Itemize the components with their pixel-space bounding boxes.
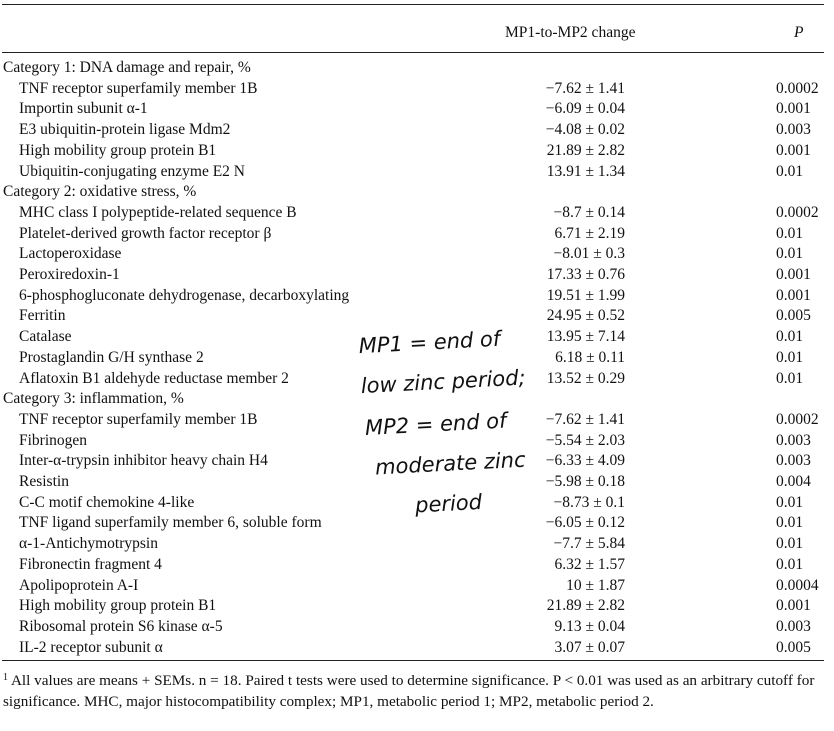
protein-name: IL-2 receptor subunit α — [19, 638, 163, 656]
table-bottom-rule — [2, 660, 824, 661]
protein-name: MHC class I polypeptide-related sequence B — [19, 203, 297, 221]
change-value: 13.95 ± 7.14 — [546, 328, 625, 346]
p-value: 0.01 — [776, 162, 804, 180]
change-value: −8.73 ± 0.1 — [553, 493, 625, 511]
change-value: −6.33 ± 4.09 — [545, 452, 625, 470]
p-value: 0.01 — [776, 555, 804, 573]
protein-name: Fibronectin fragment 4 — [19, 555, 162, 573]
table-row — [0, 306, 834, 327]
change-value: 13.52 ± 0.29 — [546, 369, 625, 387]
table-row — [0, 224, 834, 245]
category-label: Category 1: DNA damage and repair, % — [3, 59, 251, 76]
note-line: MP1 = end of — [358, 326, 501, 359]
p-value: 0.001 — [776, 286, 811, 304]
p-value: 0.01 — [776, 245, 804, 263]
header-bottom-rule — [2, 52, 824, 53]
change-value: −5.54 ± 2.03 — [545, 431, 625, 449]
change-value: −6.05 ± 0.12 — [545, 514, 625, 532]
protein-name: Catalase — [19, 328, 72, 346]
protein-name: C-C motif chemokine 4-like — [19, 493, 195, 511]
column-header-p: P — [794, 24, 804, 41]
category-row — [0, 182, 834, 203]
table-row — [0, 555, 834, 576]
category-label: Category 3: inflammation, % — [3, 390, 184, 408]
table-row — [0, 265, 834, 286]
change-value: 21.89 ± 2.82 — [546, 597, 625, 615]
protein-name: Ribosomal protein S6 kinase α-5 — [19, 617, 223, 635]
change-value: −5.98 ± 0.18 — [545, 473, 625, 490]
change-value: 24.95 ± 0.52 — [546, 307, 625, 325]
p-value: 0.005 — [776, 307, 811, 325]
protein-name: TNF receptor superfamily member 1B — [19, 410, 258, 428]
p-value: 0.0004 — [776, 576, 819, 594]
p-value: 0.004 — [776, 473, 811, 490]
table-row — [0, 576, 834, 597]
protein-name: Apolipoprotein A-I — [19, 576, 139, 594]
p-value: 0.003 — [776, 431, 811, 449]
table-row — [0, 79, 834, 100]
protein-name: Ferritin — [19, 307, 66, 325]
change-value: −8.7 ± 0.14 — [553, 203, 625, 221]
category-row — [0, 58, 834, 79]
p-value: 0.01 — [776, 535, 804, 553]
table-row — [0, 617, 834, 638]
p-value: 0.01 — [776, 493, 804, 511]
change-value: 17.33 ± 0.76 — [546, 266, 625, 283]
p-value: 0.0002 — [776, 410, 819, 428]
protein-name: High mobility group protein B1 — [19, 597, 217, 615]
table-row — [0, 141, 834, 162]
change-value: 19.51 ± 1.99 — [546, 286, 625, 304]
change-value: −4.08 ± 0.02 — [545, 121, 625, 139]
protein-name: Peroxiredoxin-1 — [19, 266, 120, 283]
protein-name: TNF ligand superfamily member 6, soluble form — [19, 514, 322, 532]
p-value: 0.0002 — [776, 79, 819, 97]
protein-name: Ubiquitin-conjugating enzyme E2 N — [19, 162, 245, 180]
change-value: 6.71 ± 2.19 — [554, 224, 625, 242]
p-value: 0.01 — [776, 348, 804, 366]
p-value: 0.001 — [776, 141, 811, 159]
protein-name: α-1-Antichymotrypsin — [19, 535, 158, 553]
p-value: 0.01 — [776, 224, 804, 242]
protein-name: 6-phosphogluconate dehydrogenase, decarboxylating — [19, 286, 350, 304]
column-header-change: MP1-to-MP2 change — [505, 24, 636, 41]
change-value: −7.62 ± 1.41 — [545, 79, 625, 97]
change-value: 6.32 ± 1.57 — [554, 555, 625, 573]
category-label: Category 2: oxidative stress, % — [3, 183, 197, 201]
table-footnote — [3, 667, 829, 712]
p-value: 0.001 — [776, 100, 811, 118]
protein-name: TNF receptor superfamily member 1B — [19, 79, 258, 97]
note-line: MP2 = end of — [364, 408, 508, 440]
protein-name: Importin subunit α-1 — [19, 100, 148, 118]
protein-name: Fibrinogen — [19, 431, 88, 449]
protein-name: Platelet-derived growth factor receptor β — [19, 224, 272, 242]
p-value: 0.003 — [776, 121, 811, 139]
table-row — [0, 596, 834, 617]
footnote-text: All values are means + SEMs. n = 18. Paired t tests were used to determine significance. P < 0.01 was used as an arbitrary cutoff for significance. MHC, major histocompatibility complex; MP1, metabolic period 1; MP2, metabolic period 2. — [3, 672, 815, 710]
table-row — [0, 286, 834, 307]
p-value: 0.01 — [776, 514, 804, 532]
table-row — [0, 162, 834, 183]
change-value: −6.09 ± 0.04 — [545, 100, 625, 118]
table-row — [0, 638, 834, 659]
p-value: 0.001 — [776, 266, 811, 283]
change-value: 21.89 ± 2.82 — [546, 141, 625, 159]
table-row — [0, 203, 834, 224]
p-value: 0.0002 — [776, 203, 819, 221]
protein-name: Prostaglandin G/H synthase 2 — [19, 348, 204, 366]
change-value: −7.7 ± 5.84 — [553, 535, 625, 553]
table-top-rule — [2, 4, 824, 5]
table-row — [0, 99, 834, 120]
change-value: −8.01 ± 0.3 — [553, 245, 625, 263]
p-value: 0.003 — [776, 452, 811, 470]
protein-name: Inter-α-trypsin inhibitor heavy chain H4 — [19, 452, 268, 470]
protein-name: High mobility group protein B1 — [19, 141, 217, 159]
protein-name: Aflatoxin B1 aldehyde reductase member 2 — [19, 369, 289, 387]
p-value: 0.001 — [776, 597, 811, 615]
protein-name: Resistin — [19, 473, 69, 490]
protein-name: E3 ubiquitin-protein ligase Mdm2 — [19, 121, 231, 139]
note-line: period — [414, 489, 483, 518]
note-line: moderate zinc — [374, 447, 527, 480]
change-value: 6.18 ± 0.11 — [555, 348, 625, 366]
change-value: 13.91 ± 1.34 — [546, 162, 625, 180]
change-value: 3.07 ± 0.07 — [554, 638, 625, 656]
table-row — [0, 120, 834, 141]
table-row — [0, 534, 834, 555]
footnote-marker: 1 — [3, 672, 8, 683]
p-value: 0.01 — [776, 369, 804, 387]
protein-name: Lactoperoxidase — [19, 245, 122, 263]
p-value: 0.003 — [776, 617, 811, 635]
change-value: 10 ± 1.87 — [566, 576, 625, 594]
change-value: −7.62 ± 1.41 — [545, 410, 625, 428]
p-value: 0.01 — [776, 328, 804, 346]
change-value: 9.13 ± 0.04 — [554, 617, 625, 635]
table-row — [0, 244, 834, 265]
note-line: low zinc period; — [360, 365, 527, 399]
p-value: 0.005 — [776, 638, 811, 656]
